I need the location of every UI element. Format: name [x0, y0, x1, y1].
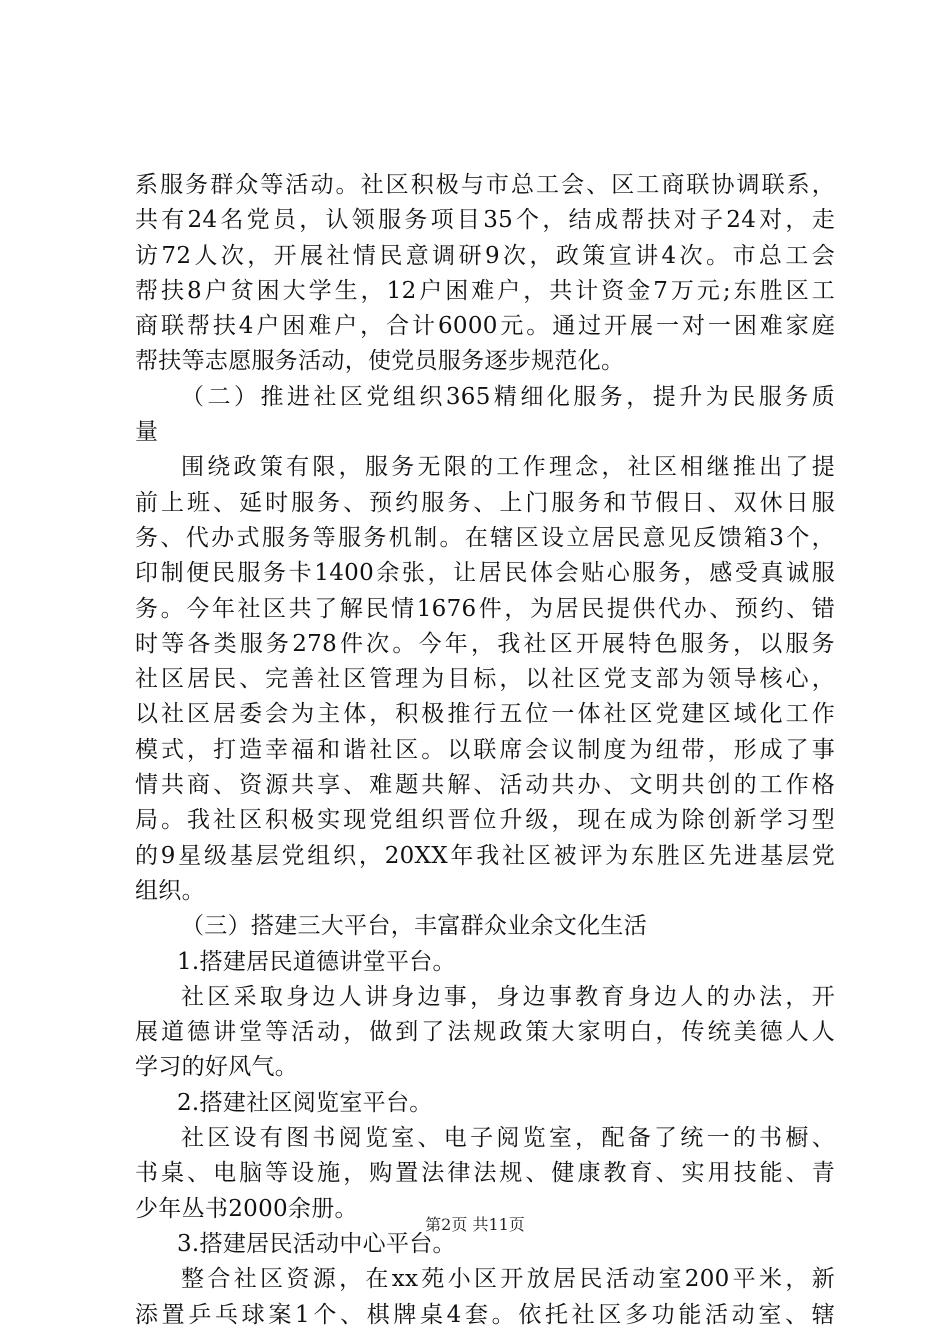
- list-item-3-heading: 3.搭建居民活动中心平台。: [177, 1230, 456, 1257]
- text-line: 少年丛书2000余册。: [135, 1195, 358, 1222]
- text-line: 系服务群众等活动。社区积极与市总工会、区工商联协调联系，: [135, 172, 835, 198]
- paragraph-start: 围绕政策有限，服务无限的工作理念，社区相继推出了提: [181, 454, 835, 481]
- text-line: 时等各类服务278件次。今年，我社区开展特色服务，以服务: [135, 630, 835, 657]
- section-heading-2: （二）推进社区党组织365精细化服务，提升为民服务质: [181, 383, 835, 410]
- paragraph-start: 社区设有图书阅览室、电子阅览室，配备了统一的书橱、: [181, 1125, 835, 1152]
- text-line: 前上班、延时服务、预约服务、上门服务和节假日、双休日服: [135, 489, 835, 516]
- text-line: 的9星级基层党组织，20XX年我社区被评为东胜区先进基层党: [135, 842, 835, 869]
- text-line: 书桌、电脑等设施，购置法律法规、健康教育、实用技能、青: [135, 1160, 835, 1187]
- paragraph-start: 社区采取身边人讲身边事，身边事教育身边人的办法，开: [181, 983, 835, 1010]
- text-line: 模式，打造幸福和谐社区。以联席会议制度为纽带，形成了事: [135, 736, 835, 763]
- section-heading-2-cont: 量: [135, 419, 159, 446]
- text-line: 展道德讲堂等活动，做到了法规政策大家明白，传统美德人人: [135, 1019, 835, 1046]
- text-line: 以社区居委会为主体，积极推行五位一体社区党建区域化工作: [135, 701, 835, 728]
- text-line: 情共商、资源共享、难题共解、活动共办、文明共创的工作格: [135, 772, 835, 799]
- page-footer: 第2页 共11页: [425, 1215, 525, 1234]
- text-line: 局。我社区积极实现党组织晋位升级，现在成为除创新学习型: [135, 807, 835, 834]
- text-line: 帮扶8户贫困大学生，12户困难户，共计资金7万元;东胜区工: [135, 277, 835, 304]
- text-line: 印制便民服务卡1400余张，让居民体会贴心服务，感受真诚服: [135, 560, 835, 587]
- list-item-2-heading: 2.搭建社区阅览室平台。: [177, 1089, 433, 1116]
- document-body: [135, 168, 835, 1333]
- text-line: 商联帮扶4户困难户，合计6000元。通过开展一对一困难家庭: [135, 313, 835, 340]
- list-item-1-heading: 1.搭建居民道德讲堂平台。: [177, 948, 456, 975]
- text-line: 社区居民、完善社区管理为目标，以社区党支部为领导核心，: [135, 666, 835, 693]
- text-line: 务。今年社区共了解民情1676件，为居民提供代办、预约、错: [135, 595, 835, 622]
- section-heading-3: （三）搭建三大平台，丰富群众业余文化生活: [181, 913, 647, 940]
- text-line: 组织。: [135, 877, 205, 904]
- text-line: 务、代办式服务等服务机制。在辖区设立居民意见反馈箱3个，: [135, 524, 835, 551]
- text-line: 帮扶等志愿服务活动，使党员服务逐步规范化。: [135, 348, 625, 375]
- text-line: 访72人次，开展社情民意调研9次，政策宣讲4次。市总工会: [135, 242, 835, 269]
- text-line: 共有24名党员，认领服务项目35个，结成帮扶对子24对，走: [135, 207, 835, 234]
- text-line: 添置乒乓球案1个、棋牌桌4套。依托社区多功能活动室、辖: [135, 1301, 835, 1328]
- paragraph-start: 整合社区资源，在xx苑小区开放居民活动室200平米，新: [181, 1266, 835, 1293]
- text-line: 学习的好风气。: [135, 1054, 299, 1081]
